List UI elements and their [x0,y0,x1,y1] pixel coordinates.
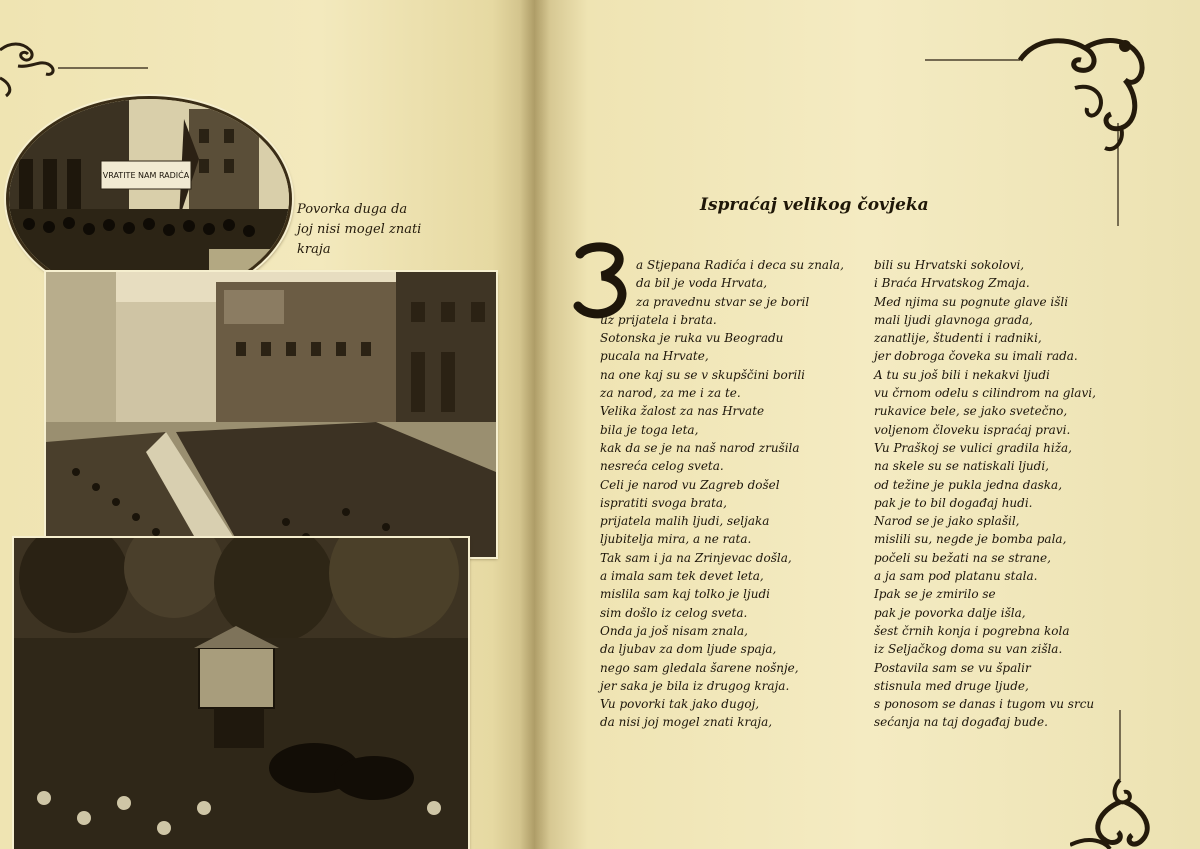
poem-line: na skele su se natiskali ljudi, [874,459,1049,474]
photo-caption [297,200,467,260]
ornament-top-left [0,38,150,98]
poem-line: zanatlije, študenti i radniki, [874,331,1042,346]
photo-funeral-procession [14,538,468,849]
poem-line: sećanja na taj događaj bude. [874,715,1048,730]
book-gutter [520,0,550,849]
poem-line: Postavila sam se vu špalir [874,660,1031,675]
poem-line: s ponosom se danas i tugom vu srcu [874,697,1095,712]
poem-line: da bil je voda Hrvata, [636,276,768,291]
poem-line: bili su Hrvatski sokolovi, [874,258,1025,272]
poem-line: a Stjepana Radića i deca su znala, [636,258,844,272]
poem-line: ljubitelja mira, a ne rata. [600,532,752,547]
poem-line: A tu su još bili i nekakvi ljudi [874,367,1050,382]
poem-line: pak je to bil događaj hudi. [874,495,1033,510]
poem-line: pak je povorka dalje išla, [874,605,1026,620]
poem-line: i Braća Hrvatskog Zmaja. [874,276,1030,291]
banner-text: VRATITE NAM RADIĆA [102,171,190,180]
poem-line: prijatela malih ljudi, seljaka [600,514,770,529]
poem-line: mislili su, negde je bomba pala, [874,532,1067,547]
poem-line: Velika žalost za nas Hrvate [600,404,765,419]
poem-line: Narod se je jako splašil, [874,514,1020,529]
poem-line: pucala na Hrvate, [600,349,709,364]
poem-line: jer saka je bila iz drugog kraja. [600,678,790,693]
poem-line: a ja sam pod platanu stala. [874,569,1038,584]
poem-line: za pravednu stvar se je boril [636,294,810,309]
poem-line: Tak sam i ja na Zrinjevac došla, [600,550,792,565]
poem-line: za narod, za me i za te. [600,386,741,401]
poem-line: bila je toga leta, [600,422,699,437]
caption-line: joj nisi mogel znati [297,222,422,237]
poem-column-right [874,256,1124,732]
poem-line: a imala sam tek devet leta, [600,569,764,584]
poem-line: iz Seljačkog doma su van zišla. [874,642,1063,657]
poem-line: nego sam gledala šarene nošnje, [600,660,799,675]
poem-line: šest črnih konja i pogrebna kola [874,623,1070,638]
poem-line: jer dobroga čoveka su imali rada. [874,349,1078,364]
poem-line: Vu Praškoj se vulici gradila hiža, [874,440,1072,455]
poem-title: Ispraćaj velikog čovjeka [700,195,929,215]
poem-line: počeli su bežati na se strane, [874,550,1051,565]
poem-line: stisnula med druge ljude, [874,678,1029,693]
poem-line: mislila sam kaj tolko je ljudi [600,587,770,602]
poem-line: mali ljudi glavnoga grada, [874,312,1033,327]
poem-line: nesreća celog sveta. [600,459,724,474]
poem-line: ispratiti svoga brata, [600,495,727,510]
poem-column-left [600,256,868,732]
poem-line: kak da se je na naš narod zrušila [600,440,800,455]
caption-line: Povorka duga da [297,202,408,217]
poem-line: voljenom človeku ispraćaj pravi. [874,422,1071,437]
poem-line: Med njima su pognute glave išli [874,294,1069,309]
poem-line: da nisi joj mogel znati kraja, [600,715,773,730]
poem-line: od težine je pukla jedna daska, [874,477,1063,492]
poem-line: vu črnom odelu s cilindrom na glavi, [874,386,1096,401]
poem-line: rukavice bele, se jako svetečno, [874,404,1068,419]
poem-line: sim došlo iz celog sveta. [600,605,748,620]
caption-line: kraja [297,242,331,257]
poem-line: Vu povorki tak jako dugoj, [600,697,760,712]
poem-line: Celi je narod vu Zagreb došel [600,477,780,492]
poem-line: Sotonska je ruka vu Beogradu [600,331,784,346]
poem-line: uz prijatela i brata. [600,312,717,327]
poem-line: na one kaj su se v skupščini borili [600,367,805,382]
poem-line: Ipak se je zmirilo se [874,587,996,602]
photo-street-crowd [46,272,496,557]
poem-line: Onda ja još nisam znala, [600,623,748,638]
poem-line: da ljubav za dom ljude spaja, [600,642,777,657]
